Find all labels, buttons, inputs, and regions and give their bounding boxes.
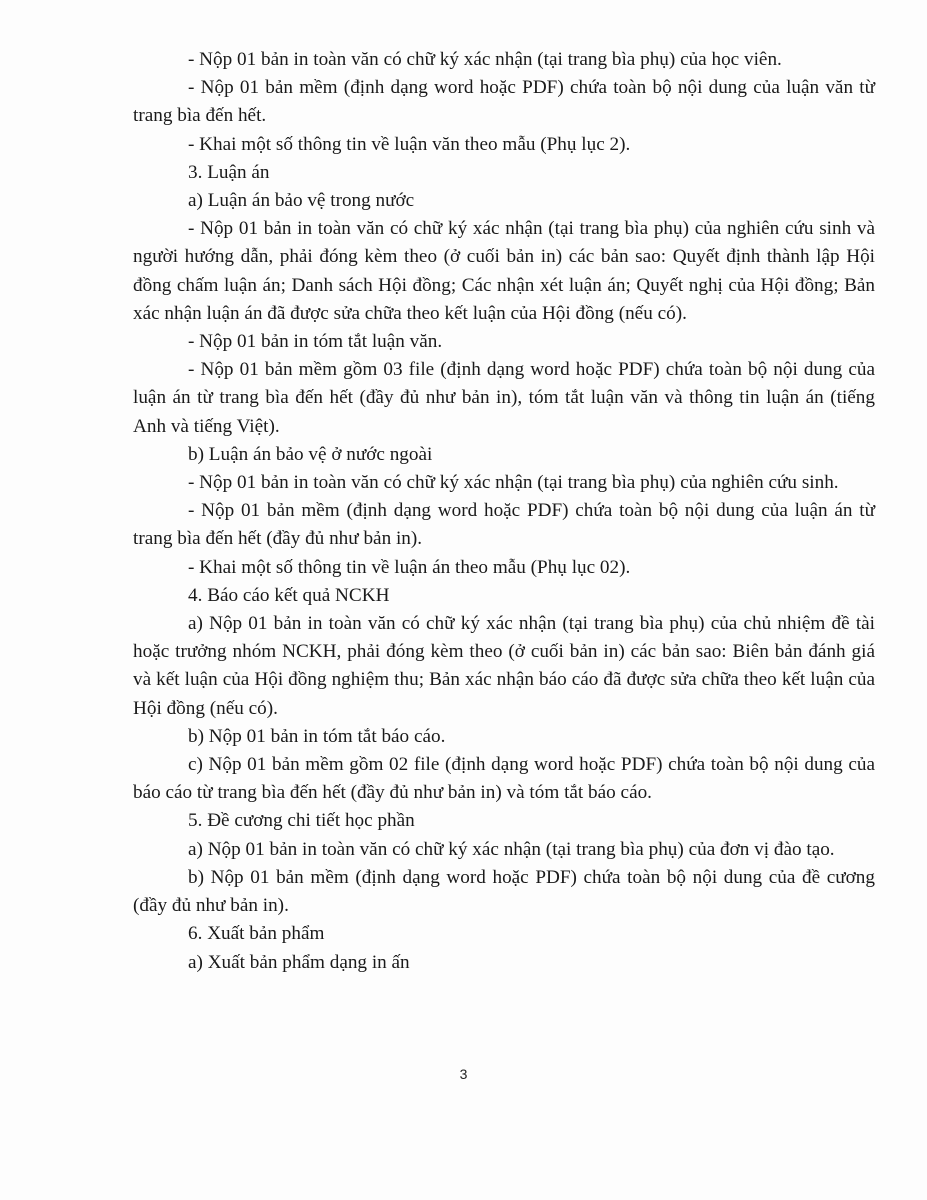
bullet-declare-dissertation-info: - Khai một số thông tin về luận án theo mẫu (Phụ lục 02). bbox=[188, 556, 631, 578]
item-b-submit-soft-copy-outline: b) Nộp 01 bản mềm (định dạng word hoặc PDF) chứa toàn bộ nội dung của đề cương (đầy đủ như bản in). bbox=[133, 866, 875, 917]
subsection-domestic-defense: a) Luận án bảo vệ trong nước bbox=[188, 190, 415, 212]
bullet-declare-thesis-info: - Khai một số thông tin về luận văn theo mẫu (Phụ lục 2). bbox=[188, 133, 631, 155]
item-b-submit-report-summary: b) Nộp 01 bản in tóm tắt báo cáo. bbox=[188, 725, 446, 747]
section-heading-research-report: 4. Báo cáo kết quả NCKH bbox=[188, 584, 390, 606]
bullet-submit-print-phd-foreign: - Nộp 01 bản in toàn văn có chữ ký xác nhận (tại trang bìa phụ) của nghiên cứu sinh. bbox=[188, 472, 839, 494]
item-a-printed-publications: a) Xuất bản phẩm dạng in ấn bbox=[188, 951, 410, 973]
subsection-foreign-defense: b) Luận án bảo vệ ở nước ngoài bbox=[188, 443, 433, 465]
item-a-submit-print-outline: a) Nộp 01 bản in toàn văn có chữ ký xác nhận (tại trang bìa phụ) của đơn vị đào tạo. bbox=[188, 838, 835, 860]
section-heading-dissertation: 3. Luận án bbox=[188, 161, 270, 183]
bullet-submit-print-phd: - Nộp 01 bản in toàn văn có chữ ký xác nhận (tại trang bìa phụ) của nghiên cứu sinh và người hướng dẫn, phải đóng kèm theo (ở cuối bản in) các bản sao: Quyết định thành lập Hội đồng chấm luận án; Danh sách Hội đồng; Các nhận xét luận án; Quyết nghị của Hội đồng; Bản xác nhận luận án đã được sửa chữa theo kết luận của Hội đồng (nếu có). bbox=[133, 218, 875, 324]
item-a-submit-print-report: a) Nộp 01 bản in toàn văn có chữ ký xác nhận (tại trang bìa phụ) của chủ nhiệm đề tài hoặc trưởng nhóm NCKH, phải đóng kèm theo (ở cuối bản in) các bản sao: Biên bản đánh giá và kết luận của Hội đồng nghiệm thu; Bản xác nhận báo cáo đã được sửa chữa theo kết luận của Hội đồng (nếu có). bbox=[133, 613, 875, 719]
bullet-submit-soft-copy-03-files: - Nộp 01 bản mềm gồm 03 file (định dạng word hoặc PDF) chứa toàn bộ nội dung của luận án từ trang bìa đến hết (đầy đủ như bản in), tóm tắt luận văn và thông tin luận án (tiếng Anh và tiếng Việt). bbox=[133, 359, 875, 437]
bullet-submit-print-student: - Nộp 01 bản in toàn văn có chữ ký xác nhận (tại trang bìa phụ) của học viên. bbox=[188, 49, 782, 70]
bullet-submit-soft-copy-thesis: - Nộp 01 bản mềm (định dạng word hoặc PDF) chứa toàn bộ nội dung của luận văn từ trang bìa đến hết. bbox=[133, 77, 875, 127]
page-number: 3 bbox=[459, 1066, 468, 1082]
document-body bbox=[133, 46, 875, 977]
item-c-submit-soft-copy-02-files: c) Nộp 01 bản mềm gồm 02 file (định dạng word hoặc PDF) chứa toàn bộ nội dung của báo cáo từ trang bìa đến hết (đầy đủ như bản in) và tóm tắt báo cáo. bbox=[133, 754, 875, 804]
section-heading-course-outline: 5. Đề cương chi tiết học phần bbox=[188, 810, 415, 832]
bullet-submit-summary: - Nộp 01 bản in tóm tắt luận văn. bbox=[188, 331, 443, 353]
section-heading-publications: 6. Xuất bản phẩm bbox=[188, 923, 325, 945]
bullet-submit-soft-copy-dissertation: - Nộp 01 bản mềm (định dạng word hoặc PDF) chứa toàn bộ nội dung của luận án từ trang bìa đến hết (đầy đủ như bản in). bbox=[133, 500, 875, 550]
